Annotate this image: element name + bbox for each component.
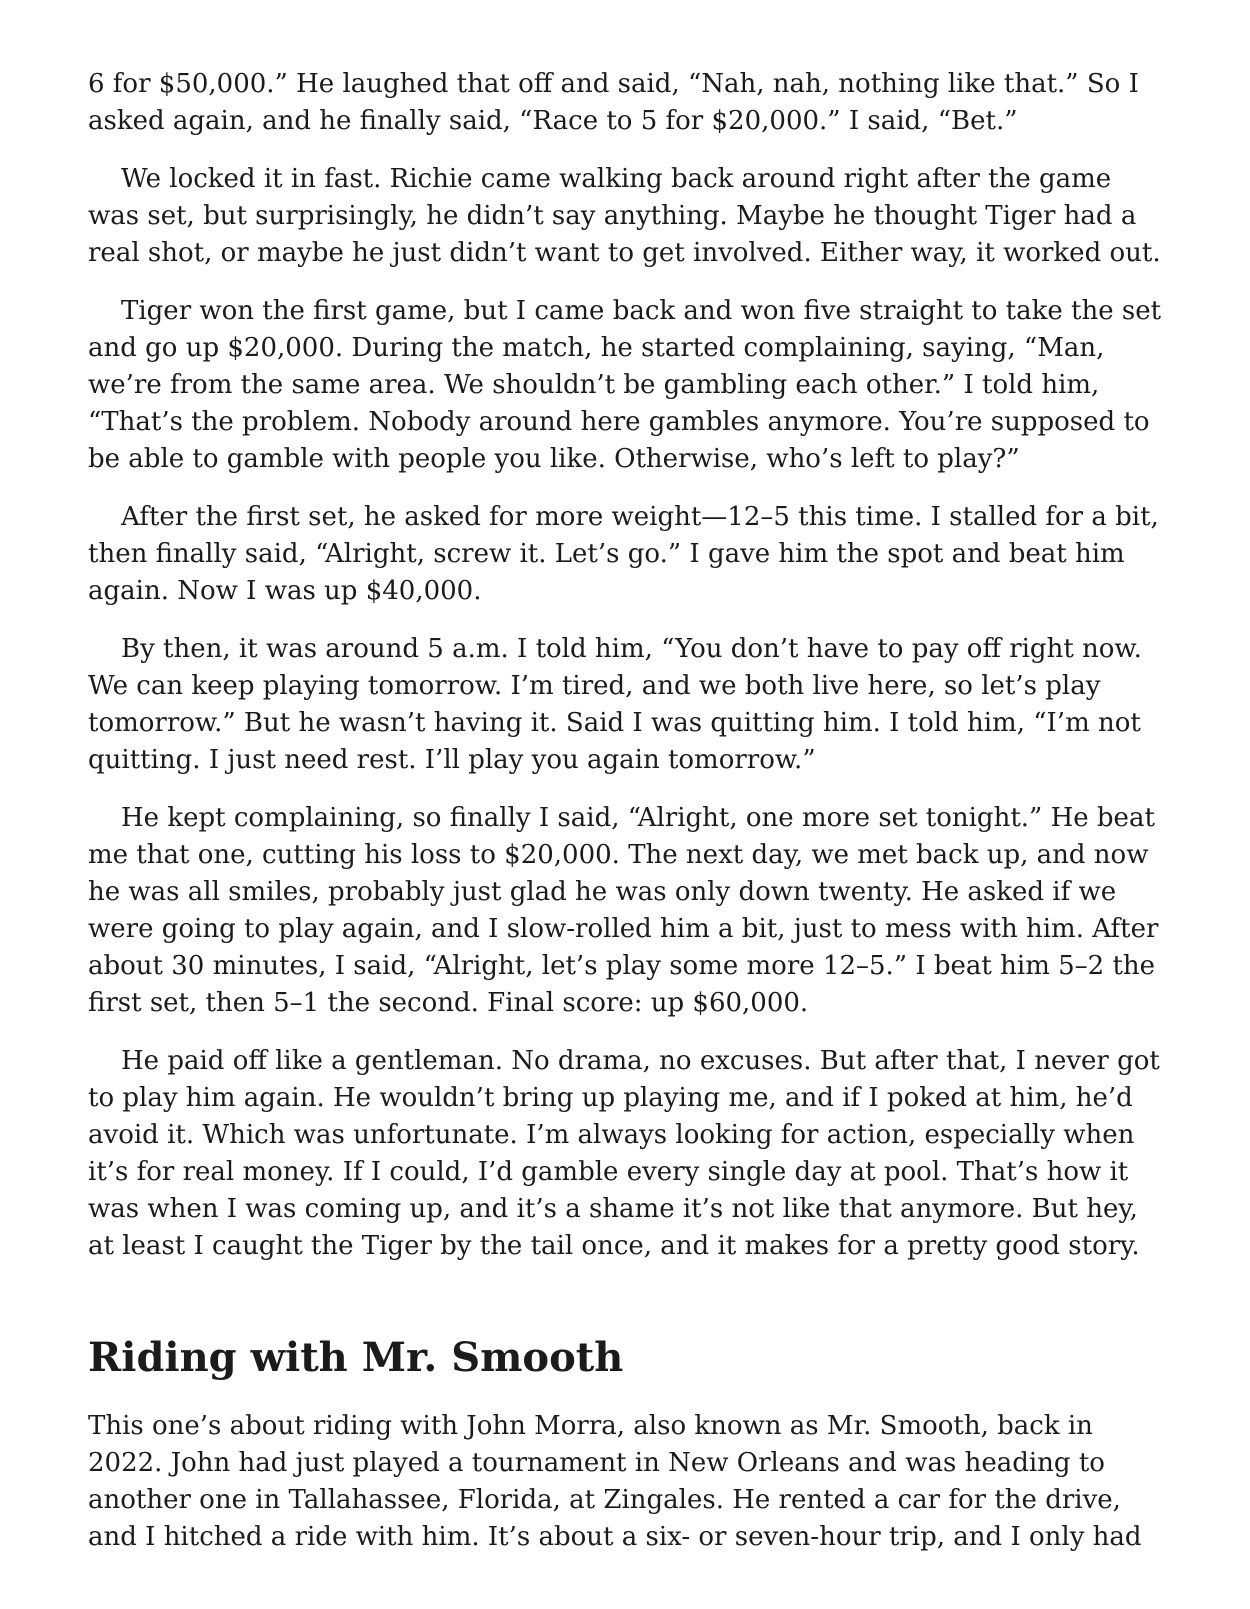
section-heading: Riding with Mr. Smooth [88, 1334, 624, 1381]
paragraph: 6 for $50,000.” He laughed that off and said, “Nah, nah, nothing like that.” So I asked again, and he finally said, “Race to 5 for $20,000.” I said, “Bet.” [88, 69, 1139, 136]
paragraph: Tiger won the first game, but I came back and won five straight to take the set and go up $20,000. During the match, he started complaining, saying, “Man, we’re from the same area. We shouldn’t be gambling each other.” I told him, “That’s the problem. Nobody around here gambles anymore. You’re supposed to be able to gamble with people you like. Otherwise, who’s left to play?” [88, 296, 1162, 474]
paragraph: This one’s about riding with John Morra, also known as Mr. Smooth, back in 2022. John had just played a tournament in New Orleans and was heading to another one in Tallahassee, Florida, at Zingales. He rented a car for the drive, and I hitched a ride with him. It’s about a six- or seven-hour trip, and I only had [88, 1411, 1142, 1552]
paragraph: After the first set, he asked for more weight—12–5 this time. I stalled for a bit, then finally said, “Alright, screw it. Let’s go.” I gave him the spot and beat him again. Now I was up $40,000. [88, 502, 1159, 606]
paragraph: By then, it was around 5 a.m. I told him, “You don’t have to pay off right now. We can keep playing tomorrow. I’m tired, and we both live here, so let’s play tomorrow.” But he wasn’t having it. Said I was quitting him. I told him, “I’m not quitting. I just need rest. I’ll play you again tomorrow.” [88, 634, 1142, 775]
paragraph: He kept complaining, so finally I said, “Alright, one more set tonight.” He beat me that one, cutting his loss to $20,000. The next day, we met back up, and now he was all smiles, probably just glad he was only down twenty. He asked if we were going to play again, and I slow-rolled him a bit, just to mess with him. After about 30 minutes, I said, “Alright, let’s play some more 12–5.” I beat him 5–2 the first set, then 5–1 the second. Final score: up $60,000. [88, 803, 1159, 1018]
paragraph: We locked it in fast. Richie came walking back around right after the game was set, but surprisingly, he didn’t say anything. Maybe he thought Tiger had a real shot, or maybe he just didn’t want to get involved. Either way, it worked out. [88, 164, 1161, 268]
paragraph: He paid off like a gentleman. No drama, no excuses. But after that, I never got to play him again. He wouldn’t bring up playing me, and if I poked at him, he’d avoid it. Which was unfortunate. I’m always looking for action, especially when it’s for real money. If I could, I’d gamble every single day at pool. That’s how it was when I was coming up, and it’s a shame it’s not like that anymore. But hey, at least I caught the Tiger by the tail once, and it makes for a pretty good story. [88, 1046, 1160, 1261]
